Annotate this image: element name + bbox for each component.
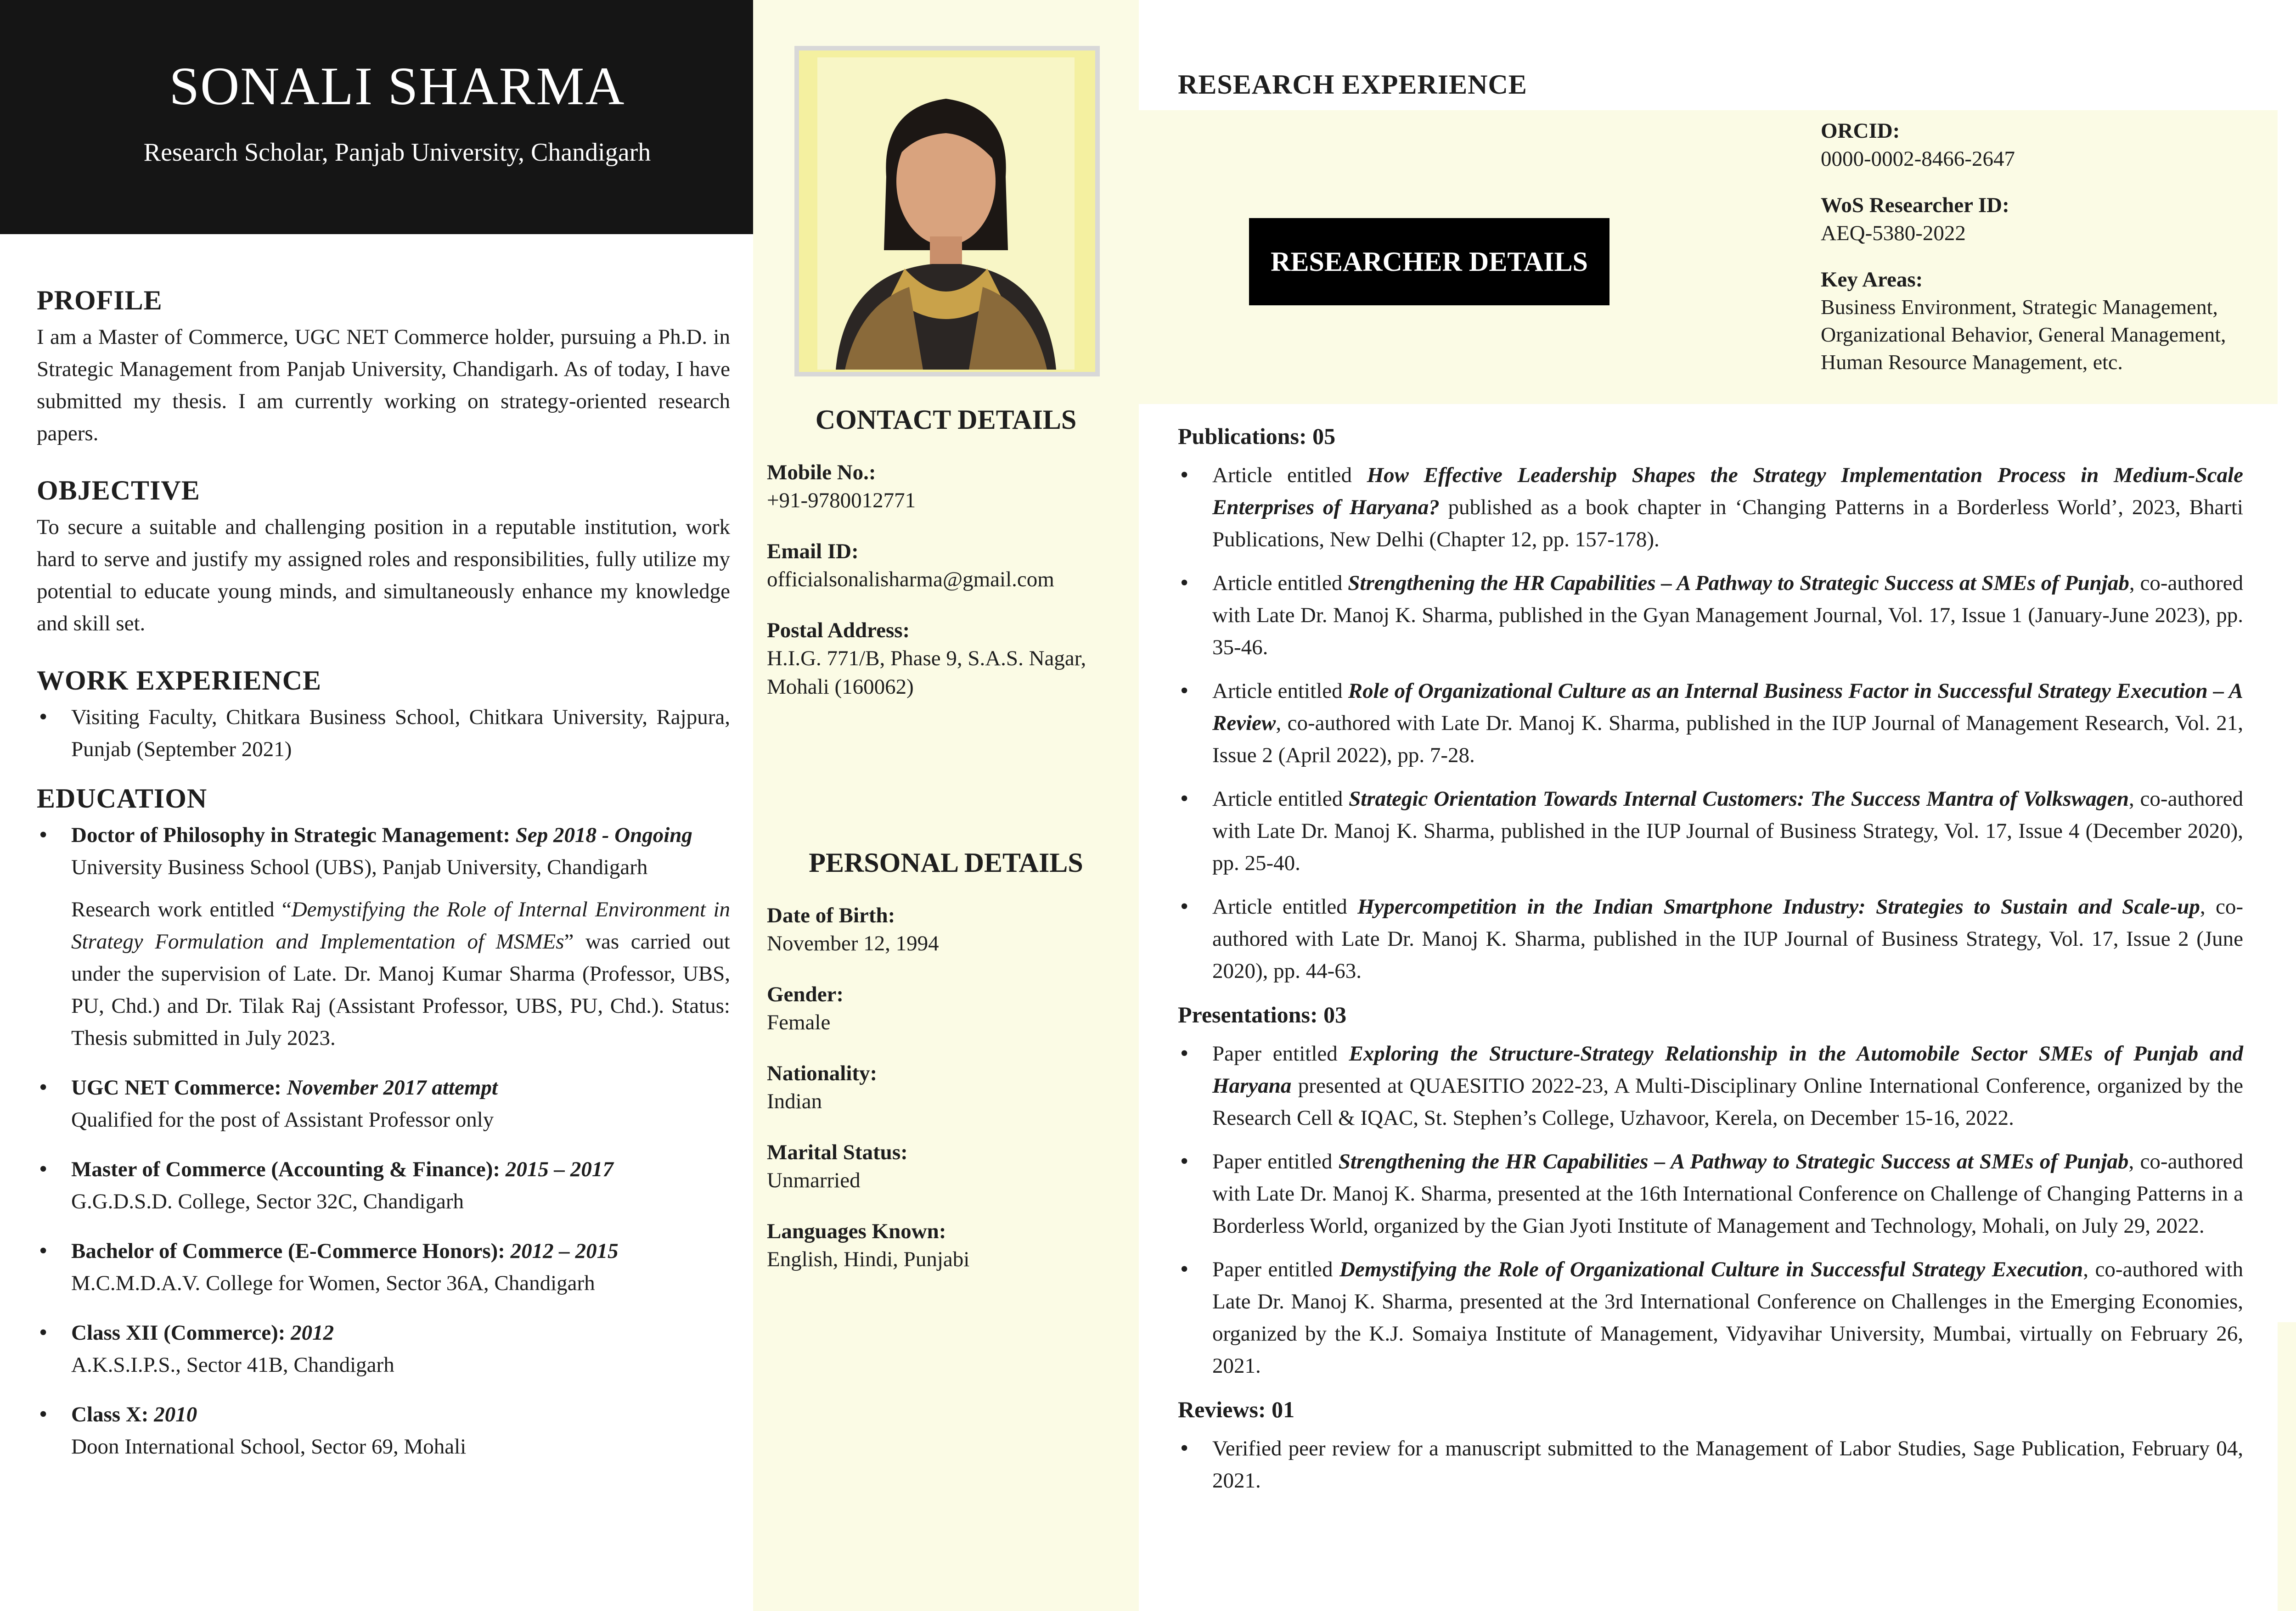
portrait-illustration <box>817 57 1075 370</box>
education-dates: November 2017 attempt <box>287 1076 498 1100</box>
publication-post: , co-authored with Late Dr. Manoj K. Sharma, published in the IUP Journal of Management Research, Vol. 21, Issue 2 (April 2022), pp. 7-28. <box>1212 711 2243 767</box>
objective-text: To secure a suitable and challenging position in a reputable institution, work hard to serve and justify my assigned roles and responsibilities, fully utilize my potential to educate young minds, and simultaneously enhance my knowledge and skill set. <box>37 515 730 635</box>
gender-value: Female <box>767 1010 831 1034</box>
reviews-list <box>1178 1432 2243 1497</box>
person-subtitle: Research Scholar, Panjab University, Chandigarh <box>143 138 651 167</box>
personal-details <box>767 847 1125 1297</box>
education-detail: G.G.D.S.D. College, Sector 32C, Chandigarh <box>71 1190 464 1213</box>
education-dates: 2010 <box>154 1403 197 1426</box>
education-detail: A.K.S.I.P.S., Sector 41B, Chandigarh <box>71 1353 394 1377</box>
profile-text: I am a Master of Commerce, UGC NET Commerce holder, pursuing a Ph.D. in Strategic Management from Panjab University, Chandigarh. As of today, I have submitted my thesis. I am currently working on strategy-oriented research papers. <box>37 325 730 445</box>
publication-title: Strategic Orientation Towards Internal Customers: The Success Mantra of Volkswagen <box>1349 787 2129 811</box>
declaration-panel <box>2278 1322 2296 1611</box>
presentation-pre: Paper entitled <box>1212 1257 1340 1281</box>
presentation-title: Strengthening the HR Capabilities – A Pathway to Strategic Success at SMEs of Punjab <box>1338 1150 2129 1173</box>
person-name: SONALI SHARMA <box>169 56 625 116</box>
education-item-phd <box>37 819 730 1054</box>
languages-label: Languages Known: <box>767 1219 946 1243</box>
education-detail: Qualified for the post of Assistant Professor only <box>71 1108 494 1132</box>
research-heading: RESEARCH EXPERIENCE <box>1178 69 1527 100</box>
gender-label: Gender: <box>767 982 844 1006</box>
dob-label: Date of Birth: <box>767 904 895 927</box>
languages-value: English, Hindi, Punjabi <box>767 1247 970 1271</box>
work-experience-heading: WORK EXPERIENCE <box>37 665 322 696</box>
phd-research-title: Demystifying the Role of Internal Environment in Strategy Formulation and Implementation of MSMEs <box>71 898 730 954</box>
publication-title: Role of Organizational Culture as an Internal Business Factor in Successful Strategy Execution – A Review <box>1212 679 2243 735</box>
presentations-heading: Presentations: 03 <box>1178 1002 1347 1027</box>
orcid-label: ORCID: <box>1821 119 1900 143</box>
wos-value: AEQ-5380-2022 <box>1821 221 1966 245</box>
presentation-pre: Paper entitled <box>1212 1150 1339 1173</box>
education-title: Bachelor of Commerce (E-Commerce Honors): <box>71 1239 505 1263</box>
contact-details <box>767 404 1125 724</box>
work-experience-item: • Visiting Faculty, Chitkara Business School, Chitkara University, Rajpura, Punjab (September 2021) <box>37 701 730 765</box>
presentation-item <box>1178 1253 2243 1382</box>
publication-post: , co-authored with Late Dr. Manoj K. Sharma, published in the IUP Journal of Business Strategy, Vol. 17, Issue 4 (December 2020), pp. 25-40. <box>1212 787 2243 875</box>
publication-pre: Article entitled <box>1212 571 1348 595</box>
researcher-details-label: RESEARCHER DETAILS <box>1249 218 1609 305</box>
email-label: Email ID: <box>767 539 859 563</box>
education-item <box>37 1398 730 1463</box>
presentation-post: , co-authored with Late Dr. Manoj K. Sharma, presented at the 16th International Conference on Challenge of Changing Patterns in a Borderless World, organized by the Gian Jyoti Institute of Management and Technology, Mohali, on July 29, 2022. <box>1212 1150 2243 1238</box>
marital-label: Marital Status: <box>767 1140 908 1164</box>
publication-pre: Article entitled <box>1212 463 1367 487</box>
contact-heading: CONTACT DETAILS <box>815 404 1077 435</box>
education-list <box>37 819 730 1463</box>
orcid-value: 0000-0002-8466-2647 <box>1821 147 2015 171</box>
presentation-pre: Paper entitled <box>1212 1042 1349 1066</box>
profile-photo <box>817 57 1075 370</box>
publication-pre: Article entitled <box>1212 895 1358 919</box>
key-areas-label: Key Areas: <box>1821 268 1923 292</box>
publication-item <box>1178 567 2243 663</box>
publication-item <box>1178 891 2243 987</box>
presentation-title: Exploring the Structure-Strategy Relationship in the Automobile Sector SMEs of Punjab and Haryana <box>1212 1042 2243 1098</box>
address-value: H.I.G. 771/B, Phase 9, S.A.S. Nagar, Mohali (160062) <box>767 646 1086 699</box>
publication-item <box>1178 783 2243 879</box>
email-value: officialsonalisharma@gmail.com <box>767 567 1054 591</box>
phd-research-pre: Research work entitled “ <box>71 898 292 921</box>
phd-research-post: ” was carried out under the supervision of Late. Dr. Manoj Kumar Sharma (Professor, UBS, PU, Chd.) and Dr. Tilak Raj (Assistant Professor, UBS, PU, Chd.). Status: Thesis submitted in July 2023. <box>71 930 730 1050</box>
publications-heading: Publications: 05 <box>1178 423 1336 449</box>
publication-title: Hypercompetition in the Indian Smartphone Industry: Strategies to Sustain and Scale-up <box>1357 895 2200 919</box>
presentation-title: Demystifying the Role of Organizational Culture in Successful Strategy Execution <box>1339 1257 2083 1281</box>
publication-post: , co-authored with Late Dr. Manoj K. Sharma, published in the IUP Journal of Business Strategy, Vol. 17, Issue 2 (June 2020), pp. 44-63. <box>1212 895 2243 983</box>
marital-value: Unmarried <box>767 1168 861 1192</box>
presentation-item <box>1178 1038 2243 1134</box>
publications-list <box>1178 459 2243 987</box>
objective-heading: OBJECTIVE <box>37 475 200 505</box>
phd-dates: Sep 2018 - Ongoing <box>515 823 692 847</box>
nationality-value: Indian <box>767 1089 822 1113</box>
nationality-label: Nationality: <box>767 1061 878 1085</box>
mobile-value: +91-9780012771 <box>767 488 916 512</box>
education-dates: 2012 – 2015 <box>510 1239 619 1263</box>
dob-value: November 12, 1994 <box>767 932 939 955</box>
phd-research <box>71 893 730 1054</box>
education-item <box>37 1072 730 1136</box>
researcher-fields <box>1821 117 2262 394</box>
phd-title: Doctor of Philosophy in Strategic Management: <box>71 823 510 847</box>
presentation-item <box>1178 1145 2243 1242</box>
presentations-list <box>1178 1038 2243 1382</box>
work-experience-list <box>37 701 730 765</box>
education-detail: Doon International School, Sector 69, Mohali <box>71 1435 467 1459</box>
publication-title: How Effective Leadership Shapes the Strategy Implementation Process in Medium-Scale Enterprises of Haryana? <box>1212 463 2243 519</box>
publication-item <box>1178 675 2243 771</box>
publication-item <box>1178 459 2243 556</box>
education-dates: 2012 <box>291 1321 334 1345</box>
publication-post: , co-authored with Late Dr. Manoj K. Sharma, published in the Gyan Management Journal, Vol. 17, Issue 1 (January-June 2023), pp. 35-46. <box>1212 571 2243 659</box>
education-title: Class X: <box>71 1403 149 1426</box>
wos-label: WoS Researcher ID: <box>1821 193 2009 217</box>
address-label: Postal Address: <box>767 618 910 642</box>
mobile-label: Mobile No.: <box>767 460 876 484</box>
education-heading: EDUCATION <box>37 783 208 814</box>
personal-heading: PERSONAL DETAILS <box>809 848 1083 878</box>
profile-heading: PROFILE <box>37 285 163 315</box>
review-item: • Verified peer review for a manuscript submitted to the Management of Labor Studies, Sage Publication, February 04, 2021. <box>1178 1432 2243 1497</box>
key-areas-value: Business Environment, Strategic Management, Organizational Behavior, General Management, Human Resource Management, etc. <box>1821 295 2226 374</box>
education-item <box>37 1235 730 1299</box>
education-item <box>37 1153 730 1218</box>
reviews-heading: Reviews: 01 <box>1178 1397 1295 1422</box>
publication-post: published as a book chapter in ‘Changing Patterns in a Borderless World’, 2023, Bharti Publications, New Delhi (Chapter 12, pp. 157-178). <box>1212 495 2243 551</box>
education-detail: M.C.M.D.A.V. College for Women, Sector 36A, Chandigarh <box>71 1271 595 1295</box>
publication-title: Strengthening the HR Capabilities – A Pathway to Strategic Success at SMEs of Punjab <box>1348 571 2129 595</box>
education-dates: 2015 – 2017 <box>505 1157 613 1181</box>
education-title: UGC NET Commerce: <box>71 1076 281 1100</box>
publication-pre: Article entitled <box>1212 679 1348 703</box>
education-item <box>37 1317 730 1381</box>
presentation-post: presented at QUAESITIO 2022-23, A Multi-Disciplinary Online International Conference, organized by the Research Cell & IQAC, St. Stephen’s College, Uzhavoor, Kerela, on December 15-16, 2022. <box>1212 1074 2243 1130</box>
education-title: Class XII (Commerce): <box>71 1321 286 1345</box>
research-list <box>1178 420 2243 1508</box>
left-column <box>37 285 730 1480</box>
education-title: Master of Commerce (Accounting & Finance): <box>71 1157 501 1181</box>
phd-institution: University Business School (UBS), Panjab University, Chandigarh <box>71 855 648 879</box>
publication-pre: Article entitled <box>1212 787 1349 811</box>
presentation-post: , co-authored with Late Dr. Manoj K. Sharma, presented at the 3rd International Conference on Challenges in the Emerging Economies, organized by the K.J. Somaiya Institute of Management, Vidyavihar University, Mumbai, virtually on February 26, 2021. <box>1212 1257 2243 1378</box>
